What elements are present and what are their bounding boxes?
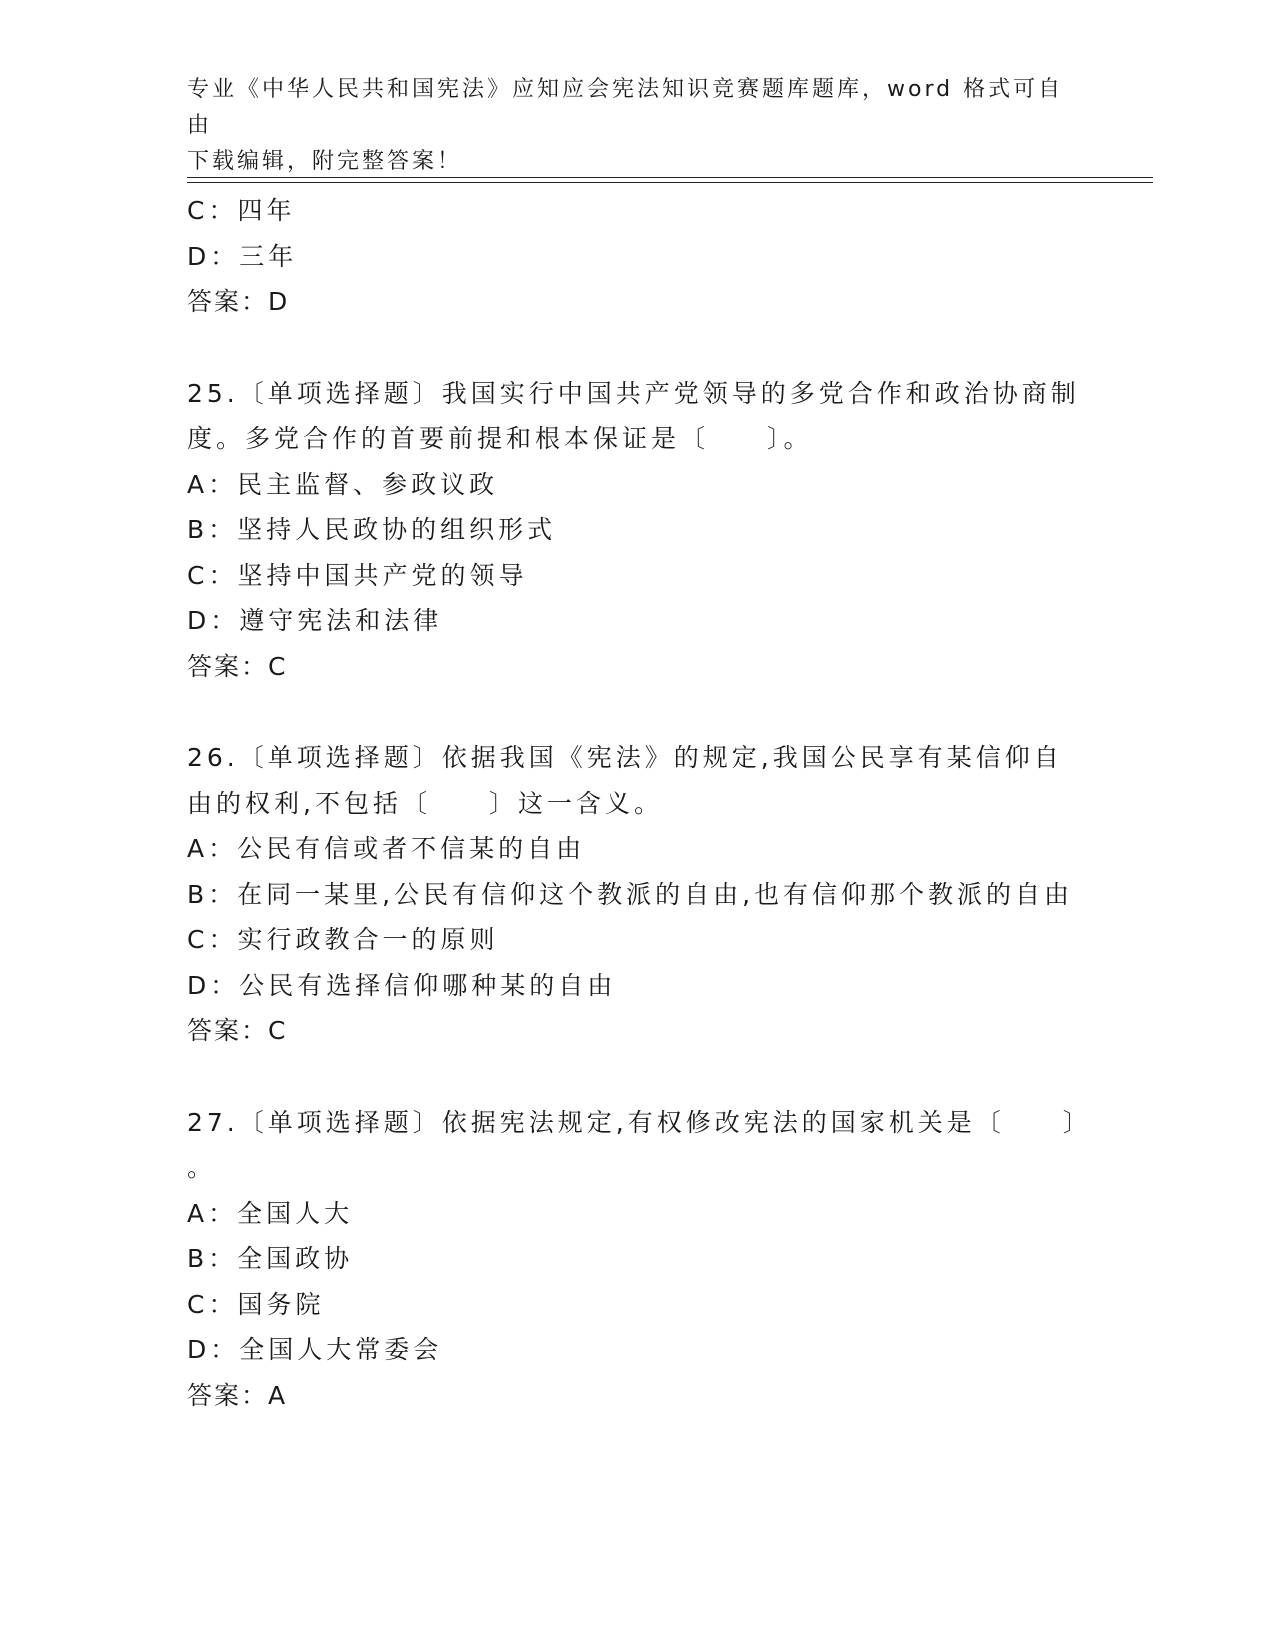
option-a: A：公民有信或者不信某的自由	[187, 834, 586, 863]
spacer	[187, 1054, 1087, 1100]
page-header	[187, 72, 1067, 180]
option-c: C：四年	[187, 196, 296, 225]
header-line-1: 专业《中华人民共和国宪法》应知应会宪法知识竞赛题库题库，word 格式可自由	[187, 77, 1064, 138]
option-a: A：民主监督、参政议政	[187, 469, 499, 499]
answer-line: 答案：C	[187, 651, 288, 681]
spacer	[187, 689, 1087, 735]
option-b: B：在同一某里,公民有信仰这个教派的自由,也有信仰那个教派的自由	[187, 879, 1074, 909]
question-title-line: 由的权利,不包括〔 〕这一含义。	[187, 788, 663, 818]
question-list	[187, 188, 1092, 1418]
option-b: B：坚持人民政协的组织形式	[187, 515, 557, 544]
prev-question-tail	[187, 188, 1087, 325]
header-divider-bottom	[187, 182, 1153, 183]
header-divider-top	[187, 177, 1153, 178]
option-d: D：全国人大常委会	[187, 1335, 443, 1364]
question-26	[187, 735, 1087, 1054]
answer-line: 答案：C	[187, 1016, 288, 1045]
question-27	[187, 1100, 1092, 1419]
answer-line: 答案：A	[187, 1380, 288, 1410]
header-line-2: 下载编辑，附完整答案！	[187, 149, 463, 174]
question-title-line: 26.〔单项选择题〕依据我国《宪法》的规定,我国公民享有某信仰自	[187, 743, 1063, 772]
option-c: C：国务院	[187, 1289, 325, 1319]
option-d: D：遵守宪法和法律	[187, 606, 443, 635]
question-title-line: 27.〔单项选择题〕依据宪法规定,有权修改宪法的国家机关是〔 〕	[187, 1107, 1092, 1137]
question-title-line: 25.〔单项选择题〕我国实行中国共产党领导的多党合作和政治协商制	[187, 378, 1080, 408]
spacer	[187, 325, 1087, 371]
question-25	[187, 371, 1087, 690]
question-title-line: 。	[187, 1153, 217, 1182]
option-a: A：全国人大	[187, 1198, 354, 1228]
option-d: D：三年	[187, 241, 298, 271]
option-c: C：实行政教合一的原则	[187, 925, 499, 954]
question-title-line: 度。多党合作的首要前提和根本保证是〔 〕。	[187, 424, 813, 453]
option-b: B：全国政协	[187, 1244, 354, 1273]
option-c: C：坚持中国共产党的领导	[187, 560, 528, 590]
option-d: D：公民有选择信仰哪种某的自由	[187, 970, 617, 1000]
answer-line: 答案：D	[187, 287, 290, 316]
